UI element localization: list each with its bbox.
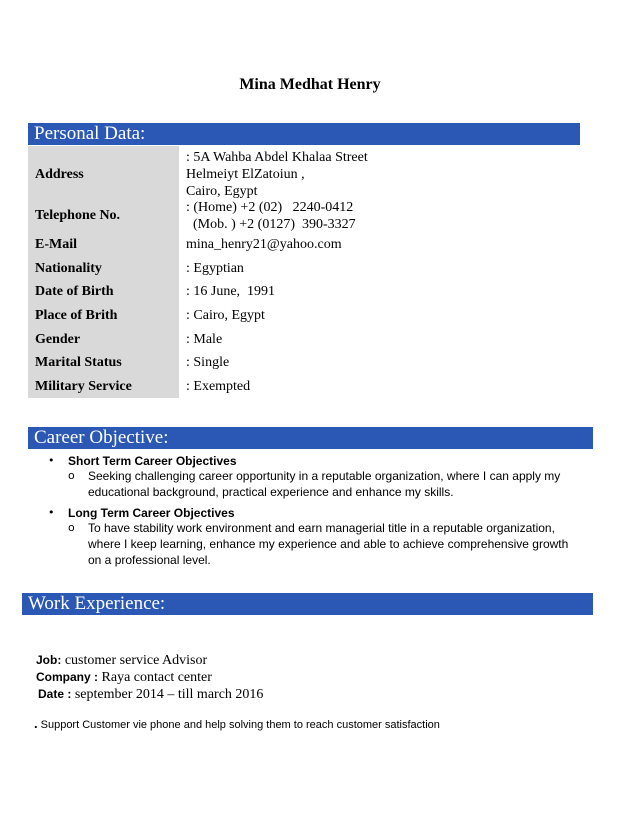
- nationality-value: : Egyptian: [186, 261, 244, 276]
- address-line-3: Cairo, Egypt: [186, 184, 258, 199]
- date-key: Date :: [38, 687, 72, 701]
- sub-bullet-icon: o: [68, 469, 75, 482]
- email-label: E-Mail: [35, 237, 77, 252]
- telephone-value: [186, 199, 356, 233]
- short-term-objectives-title: Short Term Career Objectives: [68, 454, 237, 468]
- job-line: [36, 652, 207, 669]
- company-value: Raya contact center: [101, 670, 212, 685]
- short-term-line-2: educational background, practical experience and enhance my skills.: [88, 485, 454, 499]
- telephone-label: Telephone No.: [35, 208, 121, 223]
- long-term-line-3: on a professional level.: [88, 553, 211, 567]
- support-text: Support Customer vie phone and help solving them to reach customer satisfaction: [40, 719, 440, 731]
- long-term-objectives-title: Long Term Career Objectives: [68, 506, 235, 520]
- long-term-line-1: To have stability work environment and earn managerial title in a reputable organization,: [88, 521, 555, 535]
- email-value: mina_henry21@yahoo.com: [186, 237, 342, 252]
- date-line: [38, 686, 263, 703]
- address-line-1: : 5A Wahba Abdel Khalaa Street: [186, 150, 368, 165]
- short-term-objectives-text: [88, 468, 588, 500]
- military-service-label: Military Service: [35, 379, 132, 394]
- date-value: september 2014 – till march 2016: [74, 687, 264, 702]
- gender-value: : Male: [186, 332, 223, 347]
- sub-bullet-icon: o: [68, 521, 75, 534]
- company-line: [36, 669, 212, 686]
- job-value: customer service Advisor: [64, 653, 208, 668]
- place-of-birth-value: : Cairo, Egypt: [186, 308, 265, 323]
- bullet-icon: •: [48, 454, 55, 467]
- gender-label: Gender: [35, 332, 81, 347]
- nationality-label: Nationality: [35, 261, 102, 276]
- bullet-icon: •: [48, 506, 55, 519]
- company-key: Company :: [36, 670, 99, 684]
- place-of-birth-label: Place of Brith: [35, 308, 118, 323]
- section-header-work-experience: Work Experience:: [22, 593, 593, 615]
- address-value: [186, 149, 368, 200]
- job-key: Job:: [36, 653, 62, 667]
- marital-status-label: Marital Status: [35, 355, 122, 370]
- military-service-value: : Exempted: [186, 379, 251, 394]
- candidate-name: Mina Medhat Henry: [239, 76, 381, 93]
- telephone-mobile: (Mob. ) +2 (0127) 390-3327: [186, 217, 356, 232]
- address-line-2: Helmeiyt ElZatoiun ,: [186, 167, 305, 182]
- date-of-birth-value: : 16 June, 1991: [186, 284, 276, 299]
- support-duty: [34, 716, 440, 733]
- address-label: Address: [35, 167, 84, 182]
- short-term-line-1: Seeking challenging career opportunity in a reputable organization, where I can apply my: [88, 469, 561, 483]
- telephone-home: : (Home) +2 (02) 2240-0412: [186, 200, 354, 215]
- section-header-personal-data: Personal Data:: [28, 123, 580, 145]
- date-of-birth-label: Date of Birth: [35, 284, 114, 299]
- marital-status-value: : Single: [186, 355, 230, 370]
- support-dot: .: [34, 716, 38, 731]
- long-term-objectives-text: [88, 520, 588, 568]
- long-term-line-2: where I keep learning, enhance my experience and able to achieve comprehensive growth: [88, 537, 569, 551]
- section-header-career-objective: Career Objective:: [28, 427, 593, 449]
